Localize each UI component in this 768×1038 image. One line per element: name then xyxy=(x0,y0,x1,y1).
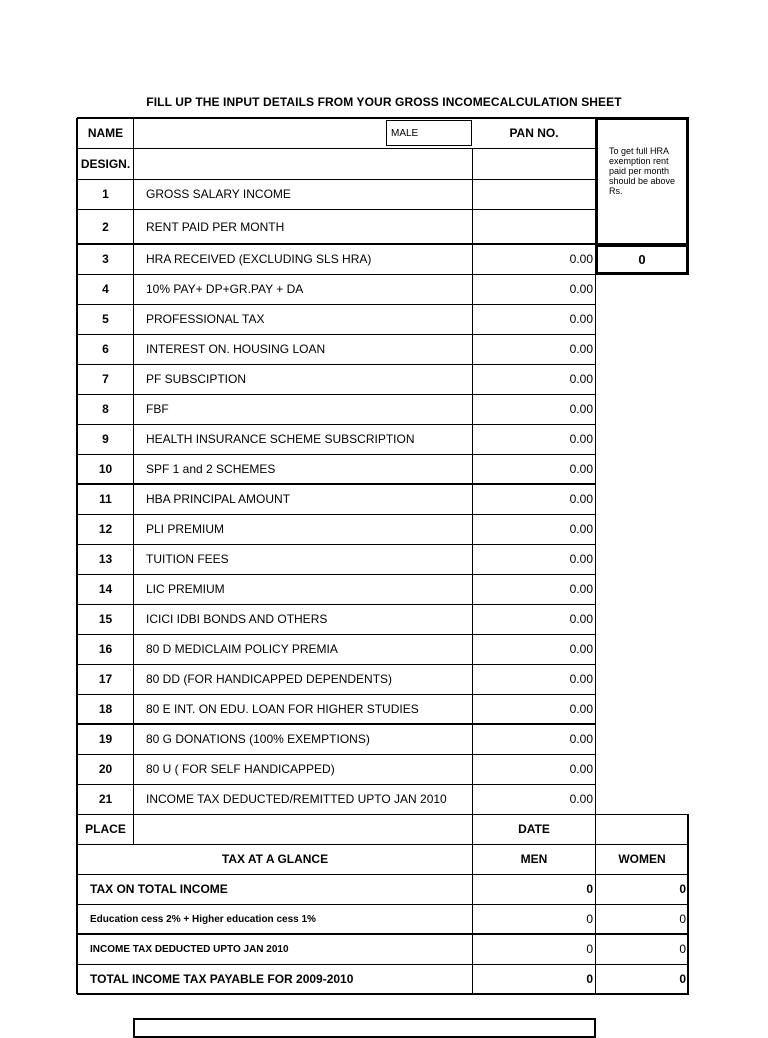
row-value[interactable]: 0.00 xyxy=(569,432,593,446)
date-field[interactable] xyxy=(596,814,688,844)
row-value[interactable]: 0.00 xyxy=(569,552,593,566)
grid-line xyxy=(77,179,596,180)
grid-line xyxy=(77,844,689,845)
grid-line xyxy=(77,424,596,425)
grid-line xyxy=(77,723,596,725)
grid-line xyxy=(77,904,689,905)
row-value[interactable]: 0.00 xyxy=(569,522,593,536)
row-value[interactable]: 0.00 xyxy=(569,372,593,386)
gender-select[interactable]: MALE xyxy=(386,120,472,146)
row-number: 17 xyxy=(98,672,113,686)
grid-line xyxy=(77,454,596,455)
row-number: 20 xyxy=(98,762,113,776)
hra-note-text: To get full HRA exemption rent paid per month should be above Rs. xyxy=(609,146,676,196)
grid-line xyxy=(77,117,596,119)
women-label: WOMEN xyxy=(618,852,666,866)
row-value[interactable] xyxy=(473,179,594,209)
row-number: 18 xyxy=(98,702,113,716)
row-number: 15 xyxy=(98,612,113,626)
date-label: DATE xyxy=(518,822,550,836)
glance-men-value: 0 xyxy=(586,972,593,986)
row-label: 80 U ( FOR SELF HANDICAPPED) xyxy=(146,762,335,776)
row-label: INTEREST ON. HOUSING LOAN xyxy=(146,342,326,356)
row-label: SPF 1 and 2 SCHEMES xyxy=(146,462,276,476)
grid-line xyxy=(77,148,596,149)
glance-women-value: 0 xyxy=(679,972,686,986)
name-field[interactable] xyxy=(134,118,384,148)
row-label: GROSS SALARY INCOME xyxy=(146,187,291,201)
grid-line xyxy=(77,694,596,695)
row-label: 10% PAY+ DP+GR.PAY + DA xyxy=(146,282,304,296)
grid-line xyxy=(77,334,596,335)
row-label: 80 DD (FOR HANDICAPPED DEPENDENTS) xyxy=(146,672,393,686)
row-value[interactable]: 0.00 xyxy=(569,642,593,656)
row-number: 9 xyxy=(102,432,109,446)
row-label: LIC PREMIUM xyxy=(146,582,225,596)
grid-line xyxy=(77,993,689,995)
row-number: 21 xyxy=(98,792,113,806)
row-number: 11 xyxy=(99,492,112,506)
row-number: 7 xyxy=(102,372,109,386)
design-label: DESIGN. xyxy=(80,157,131,171)
place-label: PLACE xyxy=(85,822,126,836)
row-number: 13 xyxy=(98,552,113,566)
grid-line xyxy=(77,394,596,395)
glance-women-value: 0 xyxy=(679,942,686,956)
row-value[interactable]: 0.00 xyxy=(569,582,593,596)
row-value[interactable]: 0.00 xyxy=(569,402,593,416)
row-value[interactable]: 0.00 xyxy=(569,282,593,296)
row-number: 1 xyxy=(102,187,109,201)
row-number: 3 xyxy=(102,252,109,266)
row-label: FBF xyxy=(146,402,169,416)
row-value[interactable] xyxy=(473,209,594,244)
row-value[interactable]: 0.00 xyxy=(569,462,593,476)
grid-line xyxy=(77,274,596,275)
grid-line xyxy=(133,118,134,814)
row-number: 8 xyxy=(102,402,109,416)
grid-line xyxy=(77,544,596,545)
grid-line xyxy=(77,364,596,365)
glance-row-label: TAX ON TOTAL INCOME xyxy=(90,882,228,896)
name-label: NAME xyxy=(87,126,124,140)
grid-line xyxy=(77,874,689,875)
row-number: 14 xyxy=(98,582,113,596)
grid-line xyxy=(76,118,78,994)
row-value[interactable]: 0.00 xyxy=(569,792,593,806)
glance-row-label: TOTAL INCOME TAX PAYABLE FOR 2009-2010 xyxy=(90,972,354,986)
row-label: HEALTH INSURANCE SCHEME SUBSCRIPTION xyxy=(146,432,415,446)
glance-men-value: 0 xyxy=(586,942,593,956)
grid-line xyxy=(687,814,689,994)
glance-men-value: 0 xyxy=(586,912,593,926)
row-label: PLI PREMIUM xyxy=(146,522,225,536)
glance-women-value: 0 xyxy=(679,912,686,926)
row-value[interactable]: 0.00 xyxy=(569,342,593,356)
design-field[interactable] xyxy=(134,149,472,179)
row-number: 4 xyxy=(102,282,109,296)
grid-line xyxy=(77,814,689,815)
row-number: 10 xyxy=(98,462,113,476)
grid-line xyxy=(133,814,134,844)
grid-line xyxy=(77,514,596,515)
row-label: RENT PAID PER MONTH xyxy=(146,219,285,234)
glance-row-label: Education cess 2% + Higher education cess 1% xyxy=(90,913,316,925)
grid-line xyxy=(77,754,596,755)
grid-line xyxy=(77,209,596,210)
sheet-title: FILL UP THE INPUT DETAILS FROM YOUR GROSS INCOMECALCULATION SHEET xyxy=(146,95,622,109)
row-label: 80 G DONATIONS (100% EXEMPTIONS) xyxy=(146,732,370,746)
glance-men-value: 0 xyxy=(586,882,593,896)
glance-title: TAX AT A GLANCE xyxy=(221,852,329,866)
row-value[interactable]: 0.00 xyxy=(569,252,593,266)
grid-line xyxy=(472,844,473,994)
row-number: 2 xyxy=(102,219,109,234)
row-label: 80 E INT. ON EDU. LOAN FOR HIGHER STUDIES xyxy=(146,702,419,716)
grid-line xyxy=(77,604,596,605)
grid-line xyxy=(77,243,596,245)
row-label: TUITION FEES xyxy=(146,552,229,566)
row-value[interactable]: 0.00 xyxy=(569,612,593,626)
row-label: PROFESSIONAL TAX xyxy=(146,312,265,326)
pan-label: PAN NO. xyxy=(509,126,559,140)
grid-line xyxy=(77,483,596,485)
row-number: 6 xyxy=(102,342,109,356)
row-label: 80 D MEDICLAIM POLICY PREMIA xyxy=(146,642,338,656)
row-number: 19 xyxy=(98,732,113,746)
row-value[interactable]: 0.00 xyxy=(569,762,593,776)
pan-field[interactable] xyxy=(473,149,595,179)
row-value[interactable]: 0.00 xyxy=(569,312,593,326)
grid-line xyxy=(77,964,689,965)
row-number: 5 xyxy=(102,312,109,326)
row-label: HBA PRINCIPAL AMOUNT xyxy=(146,492,291,506)
row-label: HRA RECEIVED (EXCLUDING SLS HRA) xyxy=(146,252,372,266)
row-number: 12 xyxy=(98,522,113,536)
grid-line xyxy=(77,664,596,665)
grid-line xyxy=(77,304,596,305)
grid-line xyxy=(77,784,596,785)
grid-line xyxy=(77,634,596,635)
row-label: PF SUBSCIPTION xyxy=(146,372,247,386)
row-number: 16 xyxy=(98,642,113,656)
glance-women-value: 0 xyxy=(679,882,686,896)
grid-line xyxy=(472,148,473,844)
men-label: MEN xyxy=(520,852,548,866)
row-value[interactable]: 0.00 xyxy=(569,702,593,716)
glance-row-label: INCOME TAX DEDUCTED UPTO JAN 2010 xyxy=(90,943,289,955)
row-value[interactable]: 0.00 xyxy=(569,732,593,746)
grid-line xyxy=(77,574,596,575)
row-label: ICICI IDBI BONDS AND OTHERS xyxy=(146,612,328,626)
hra-note-value: 0 xyxy=(595,244,689,275)
bottom-box xyxy=(133,1018,596,1038)
row-label: INCOME TAX DEDUCTED/REMITTED UPTO JAN 2010 xyxy=(146,792,447,806)
grid-line xyxy=(77,933,689,935)
place-field[interactable] xyxy=(134,814,472,844)
grid-line xyxy=(595,274,596,994)
row-value[interactable]: 0.00 xyxy=(569,672,593,686)
row-value[interactable]: 0.00 xyxy=(569,492,593,506)
